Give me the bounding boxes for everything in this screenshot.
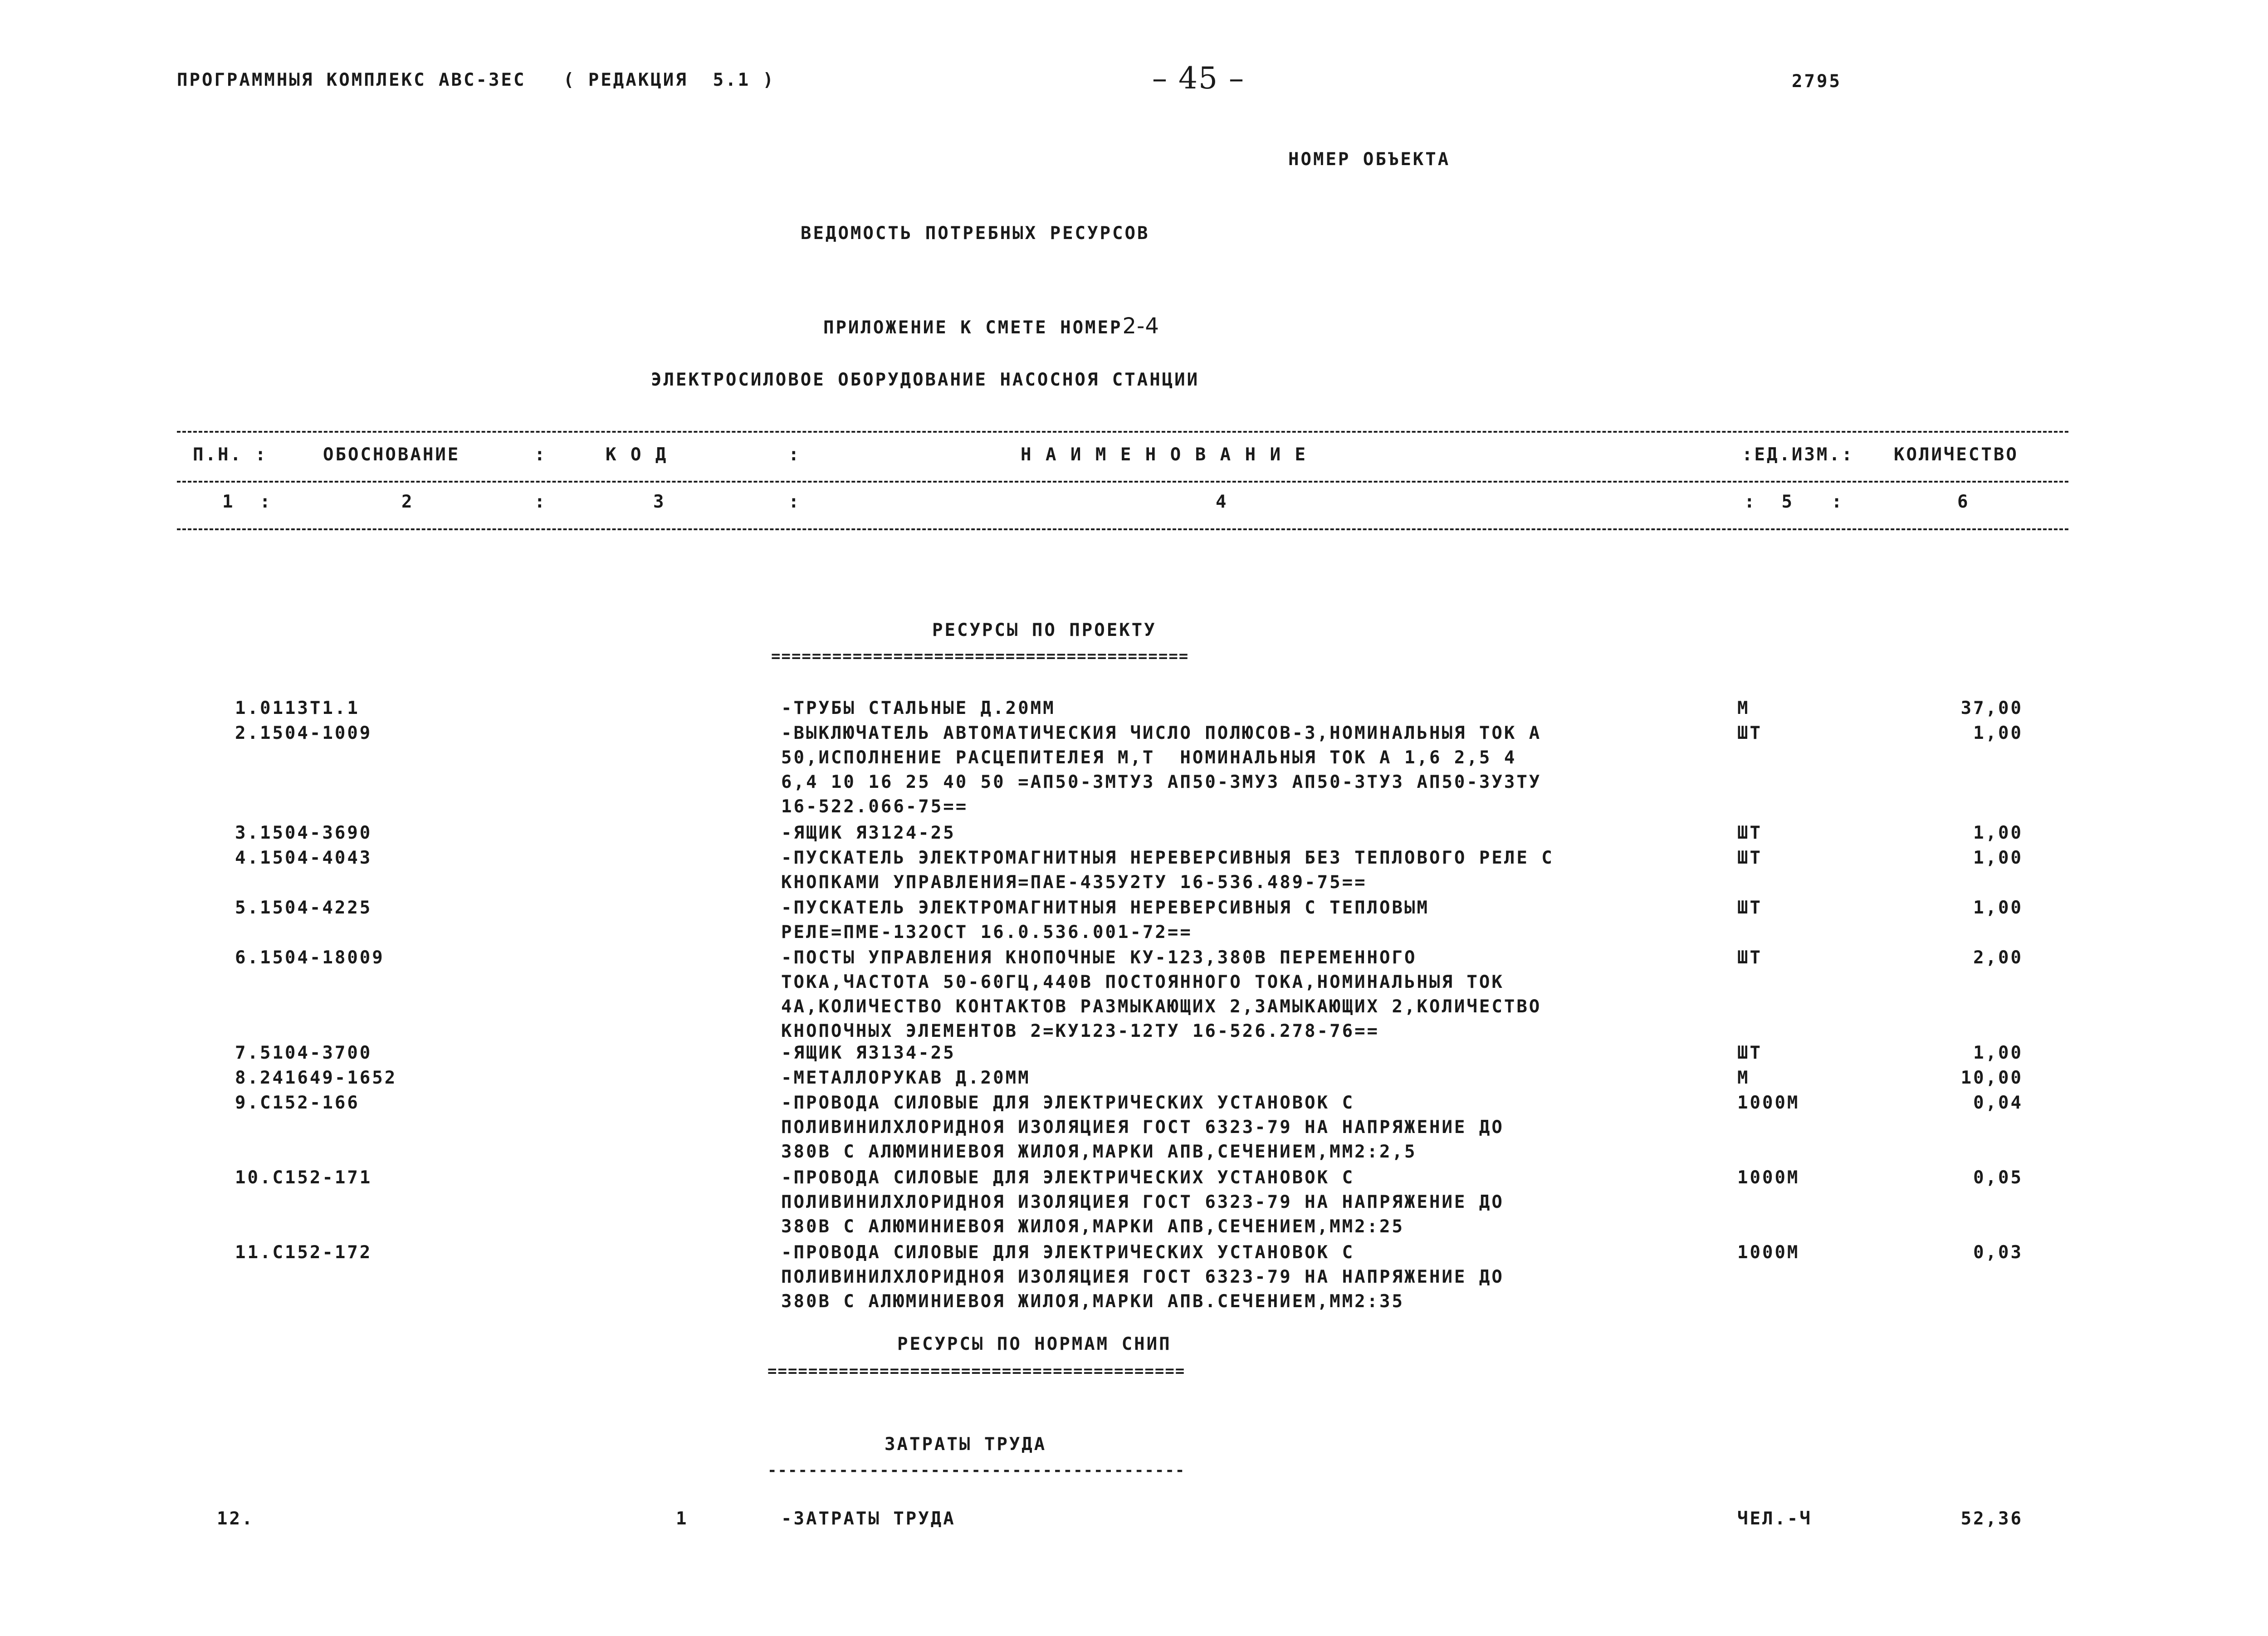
section-snip-underline: ========================================= bbox=[767, 1363, 1186, 1379]
item-name-line: ТОКА,ЧАСТОТА 50-60ГЦ,440В ПОСТОЯННОГО ТОКА,НОМИНАЛЬНЫЯ ТОК bbox=[781, 972, 1504, 992]
item-name-line: ПОЛИВИНИЛХЛОРИДНОЯ ИЗОЛЯЦИЕЯ ГОСТ 6323-79 НА НАПРЯЖЕНИЕ ДО bbox=[781, 1117, 1504, 1138]
col-qty: КОЛИЧЕСТВО bbox=[1894, 444, 2019, 465]
num-sep2: : bbox=[788, 492, 801, 512]
item-name-line: 4А,КОЛИЧЕСТВО КОНТАКТОВ РАЗМЫКАЮЩИХ 2,ЗАМЫКАЮЩИХ 2,КОЛИЧЕСТВО bbox=[781, 996, 1542, 1017]
item-name bbox=[781, 1166, 1504, 1239]
item-name-line: 50,ИСПОЛНЕНИЕ РАСЦЕПИТЕЛЕЯ М,Т НОМИНАЛЬНЫЯ ТОК А 1,6 2,5 4 bbox=[781, 747, 1517, 768]
item-quantity: 0,05 bbox=[1973, 1167, 2023, 1188]
item-name-line: 380В С АЛЮМИНИЕВОЯ ЖИЛОЯ,МАРКИ АПВ.СЕЧЕНИЕМ,ММ2:35 bbox=[781, 1291, 1404, 1312]
item-id: 6.1504-18009 bbox=[235, 947, 385, 968]
col-basis: ОБОСНОВАНИЕ bbox=[323, 444, 460, 465]
item-id: 11.С152-172 bbox=[235, 1242, 372, 1263]
subject-title: ЭЛЕКТРОСИЛОВОЕ ОБОРУДОВАНИЕ НАСОСНОЯ СТАНЦИИ bbox=[651, 370, 1200, 390]
item-unit: М bbox=[1737, 1068, 1750, 1088]
labor-qty: 52,36 bbox=[1960, 1509, 2023, 1529]
item-name-line: -ПУСКАТЕЛЬ ЭЛЕКТРОМАГНИТНЫЯ НЕРЕВЕРСИВНЫЯ С ТЕПЛОВЫМ bbox=[781, 898, 1429, 918]
item-name-line: -ТРУБЫ СТАЛЬНЫЕ Д.20ММ bbox=[781, 698, 1056, 718]
item-quantity: 0,04 bbox=[1973, 1093, 2023, 1113]
section-labor-title: ЗАТРАТЫ ТРУДА bbox=[885, 1434, 1047, 1455]
item-id: 2.1504-1009 bbox=[235, 723, 372, 743]
item-name-line: -ПУСКАТЕЛЬ ЭЛЕКТРОМАГНИТНЫЯ НЕРЕВЕРСИВНЫЯ БЕЗ ТЕПЛОВОГО РЕЛЕ С bbox=[781, 848, 1554, 868]
item-name-line: -ЯЩИК ЯЗ124-25 bbox=[781, 823, 956, 843]
item-name bbox=[781, 1041, 956, 1065]
item-name-line: 380В С АЛЮМИНИЕВОЯ ЖИЛОЯ,МАРКИ АПВ,СЕЧЕНИЕМ,ММ2:2,5 bbox=[781, 1142, 1417, 1162]
header-rule-mid bbox=[177, 481, 2068, 483]
item-name bbox=[781, 1066, 1031, 1090]
item-quantity: 1,00 bbox=[1973, 898, 2023, 918]
appendix-number: 2-4 bbox=[1122, 313, 1159, 339]
item-unit: ШТ bbox=[1737, 898, 1762, 918]
item-quantity: 1,00 bbox=[1973, 823, 2023, 843]
item-id: 4.1504-4043 bbox=[235, 848, 372, 868]
item-unit: ШТ bbox=[1737, 1043, 1762, 1063]
item-quantity: 37,00 bbox=[1960, 698, 2023, 718]
item-unit: ШТ bbox=[1737, 947, 1762, 968]
item-quantity: 1,00 bbox=[1973, 1043, 2023, 1063]
item-name-line: ПОЛИВИНИЛХЛОРИДНОЯ ИЗОЛЯЦИЕЯ ГОСТ 6323-79 НА НАПРЯЖЕНИЕ ДО bbox=[781, 1192, 1504, 1212]
item-name bbox=[781, 721, 1541, 819]
labor-id: 12. bbox=[217, 1509, 254, 1529]
num-3: 3 bbox=[653, 492, 666, 512]
item-id: 5.1504-4225 bbox=[235, 898, 372, 918]
section-snip-title: РЕСУРСЫ ПО НОРМАМ СНИП bbox=[897, 1334, 1172, 1354]
col-unit: :ЕД.ИЗМ.: bbox=[1742, 444, 1854, 465]
item-name bbox=[781, 896, 1429, 945]
item-name-line: КНОПКАМИ УПРАВЛЕНИЯ=ПАЕ-435У2ТУ 16-536.489-75== bbox=[781, 872, 1367, 893]
item-quantity: 10,00 bbox=[1960, 1068, 2023, 1088]
item-unit: 1000М bbox=[1737, 1242, 1800, 1263]
item-quantity: 1,00 bbox=[1973, 848, 2023, 868]
item-unit: ШТ bbox=[1737, 823, 1762, 843]
num-sep1: : bbox=[534, 492, 547, 512]
num-4: 4 bbox=[1216, 492, 1228, 512]
item-unit: ШТ bbox=[1737, 848, 1762, 868]
item-name bbox=[781, 696, 1056, 721]
appendix-title bbox=[798, 298, 1159, 337]
item-name-line: -ВЫКЛЮЧАТЕЛЬ АВТОМАТИЧЕСКИЯ ЧИСЛО ПОЛЮСОВ-3,НОМИНАЛЬНЫЯ ТОК А bbox=[781, 723, 1542, 743]
col-name: Н А И М Е Н О В А Н И Е bbox=[1021, 444, 1308, 465]
item-name-line: 16-522.066-75== bbox=[781, 796, 968, 817]
appendix-label: ПРИЛОЖЕНИЕ К СМЕТЕ НОМЕР bbox=[823, 317, 1123, 338]
col-code: К О Д bbox=[606, 444, 668, 465]
item-name-line: -МЕТАЛЛОРУКАВ Д.20ММ bbox=[781, 1068, 1031, 1088]
num-5: : 5 : bbox=[1744, 492, 1844, 512]
item-quantity: 0,03 bbox=[1973, 1242, 2023, 1263]
item-name-line: РЕЛЕ=ПМЕ-132ОСТ 16.0.536.001-72== bbox=[781, 922, 1193, 943]
header-rule-top bbox=[177, 431, 2068, 433]
item-name bbox=[781, 846, 1554, 895]
item-unit: М bbox=[1737, 698, 1750, 718]
item-name-line: -ПРОВОДА СИЛОВЫЕ ДЛЯ ЭЛЕКТРИЧЕСКИХ УСТАНОВОК С bbox=[781, 1167, 1355, 1188]
item-name bbox=[781, 1240, 1504, 1314]
item-name-line: -ПРОВОДА СИЛОВЫЕ ДЛЯ ЭЛЕКТРИЧЕСКИХ УСТАНОВОК С bbox=[781, 1093, 1355, 1113]
object-number-title: НОМЕР ОБЪЕКТА bbox=[1288, 149, 1451, 170]
header-rule-bottom bbox=[177, 528, 2068, 530]
col-sep2: : bbox=[788, 444, 801, 465]
item-name bbox=[781, 821, 956, 845]
item-name-line: ПОЛИВИНИЛХЛОРИДНОЯ ИЗОЛЯЦИЕЯ ГОСТ 6323-79 НА НАПРЯЖЕНИЕ ДО bbox=[781, 1267, 1504, 1287]
item-name-line: -ЯЩИК ЯЗ134-25 bbox=[781, 1043, 956, 1063]
item-id: 3.1504-3690 bbox=[235, 823, 372, 843]
item-name-line: КНОПОЧНЫХ ЭЛЕМЕНТОВ 2=КУ123-12ТУ 16-526.278-76== bbox=[781, 1021, 1380, 1041]
item-unit: ШТ bbox=[1737, 723, 1762, 743]
section-labor-underline: ----------------------------------------- bbox=[767, 1463, 1186, 1478]
item-name bbox=[781, 946, 1541, 1044]
section-project-title: РЕСУРСЫ ПО ПРОЕКТУ bbox=[932, 620, 1157, 640]
section-project-underline: ========================================= bbox=[771, 649, 1189, 664]
col-sep1: : bbox=[534, 444, 547, 465]
item-name-line: -ПРОВОДА СИЛОВЫЕ ДЛЯ ЭЛЕКТРИЧЕСКИХ УСТАНОВОК С bbox=[781, 1242, 1355, 1263]
item-id: 8.241649-1652 bbox=[235, 1068, 397, 1088]
item-name-line: 380В С АЛЮМИНИЕВОЯ ЖИЛОЯ,МАРКИ АПВ,СЕЧЕНИЕМ,ММ2:25 bbox=[781, 1216, 1404, 1237]
program-header: ПРОГРАММНЫЯ КОМПЛЕКС АВС-ЗЕС ( РЕДАКЦИЯ 5.1 ) bbox=[177, 70, 776, 90]
item-unit: 1000М bbox=[1737, 1093, 1800, 1113]
item-id: 10.С152-171 bbox=[235, 1167, 372, 1188]
page-number: – 45 – bbox=[1152, 61, 1245, 96]
labor-name: -ЗАТРАТЫ ТРУДА bbox=[781, 1509, 956, 1529]
item-name bbox=[781, 1091, 1504, 1164]
item-quantity: 1,00 bbox=[1973, 723, 2023, 743]
item-id: 7.5104-3700 bbox=[235, 1043, 372, 1063]
labor-unit: ЧЕЛ.-Ч bbox=[1737, 1509, 1812, 1529]
item-name-line: 6,4 10 16 25 40 50 =АП50-3МТУЗ АП50-3МУЗ АП50-3ТУЗ АП50-3УЗТУ bbox=[781, 772, 1542, 792]
item-id: 1.0113Т1.1 bbox=[235, 698, 360, 718]
document-code: 2795 bbox=[1792, 71, 1842, 92]
num-1: 1 : bbox=[222, 492, 272, 512]
statement-title: ВЕДОМОСТЬ ПОТРЕБНЫХ РЕСУРСОВ bbox=[801, 223, 1150, 244]
item-unit: 1000М bbox=[1737, 1167, 1800, 1188]
item-quantity: 2,00 bbox=[1973, 947, 2023, 968]
item-name-line: -ПОСТЫ УПРАВЛЕНИЯ КНОПОЧНЫЕ КУ-123,380В ПЕРЕМЕННОГО bbox=[781, 947, 1417, 968]
num-6: 6 bbox=[1957, 492, 1970, 512]
col-pn: П.Н. : bbox=[193, 444, 268, 465]
labor-code: 1 bbox=[676, 1509, 689, 1529]
num-2: 2 bbox=[401, 492, 414, 512]
item-id: 9.С152-166 bbox=[235, 1093, 360, 1113]
